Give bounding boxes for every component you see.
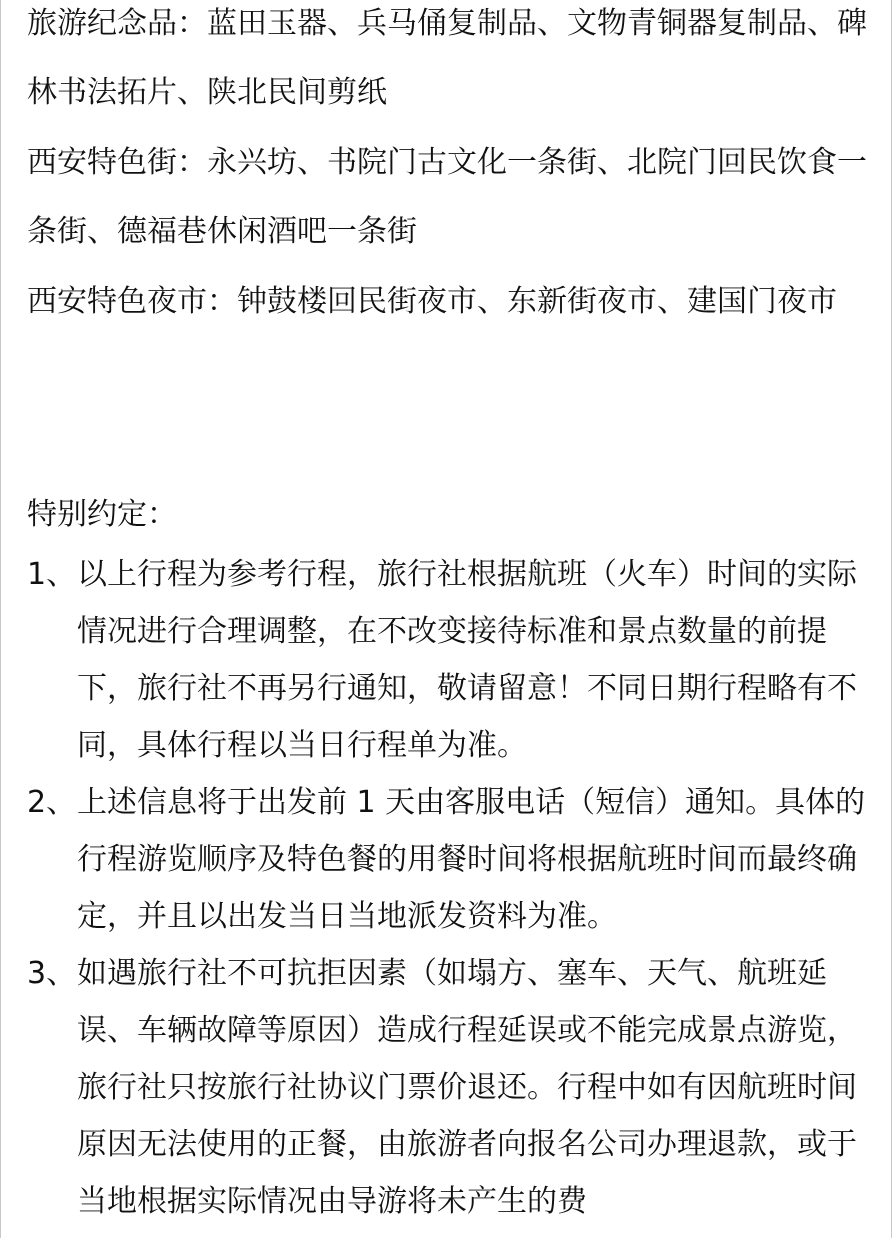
souvenirs-paragraph: 旅游纪念品：蓝田玉器、兵马俑复制品、文物青铜器复制品、碑林书法拓片、陕北民间剪纸 — [27, 6, 867, 110]
list-item-text: 上述信息将于出发前 1 天由客服电话（短信）通知。具体的行程游览顺序及特色餐的用餐时间将根据航班时间而最终确定，并且以出发当日当地派发资料为准。 — [77, 785, 866, 934]
night-markets-paragraph: 西安特色夜市：钟鼓楼回民街夜市、东新街夜市、建国门夜市 — [27, 284, 837, 319]
list-item — [27, 546, 872, 774]
special-terms-list — [27, 546, 872, 1230]
list-item-number: 2、 — [27, 785, 77, 820]
list-item-number: 1、 — [27, 557, 77, 592]
list-item — [27, 945, 872, 1230]
special-terms-heading: 特别约定： — [27, 497, 177, 532]
featured-streets-paragraph: 西安特色街：永兴坊、书院门古文化一条街、北院门回民饮食一条街、德福巷休闲酒吧一条街 — [27, 145, 867, 249]
list-item-text: 以上行程为参考行程，旅行社根据航班（火车）时间的实际情况进行合理调整，在不改变接待标准和景点数量的前提下，旅行社不再另行通知，敬请留意！不同日期行程略有不同，具体行程以当日行程单为准。 — [77, 557, 857, 763]
list-item-text: 如遇旅行社不可抗拒因素（如塌方、塞车、天气、航班延误、车辆故障等原因）造成行程延误或不能完成景点游览，旅行社只按旅行社协议门票价退还。行程中如有因航班时间原因无法使用的正餐，由旅游者向报名公司办理退款，或于当地根据实际情况由导游将未产生的费 — [77, 956, 857, 1219]
list-item-number: 3、 — [27, 956, 77, 991]
list-item — [27, 774, 872, 945]
